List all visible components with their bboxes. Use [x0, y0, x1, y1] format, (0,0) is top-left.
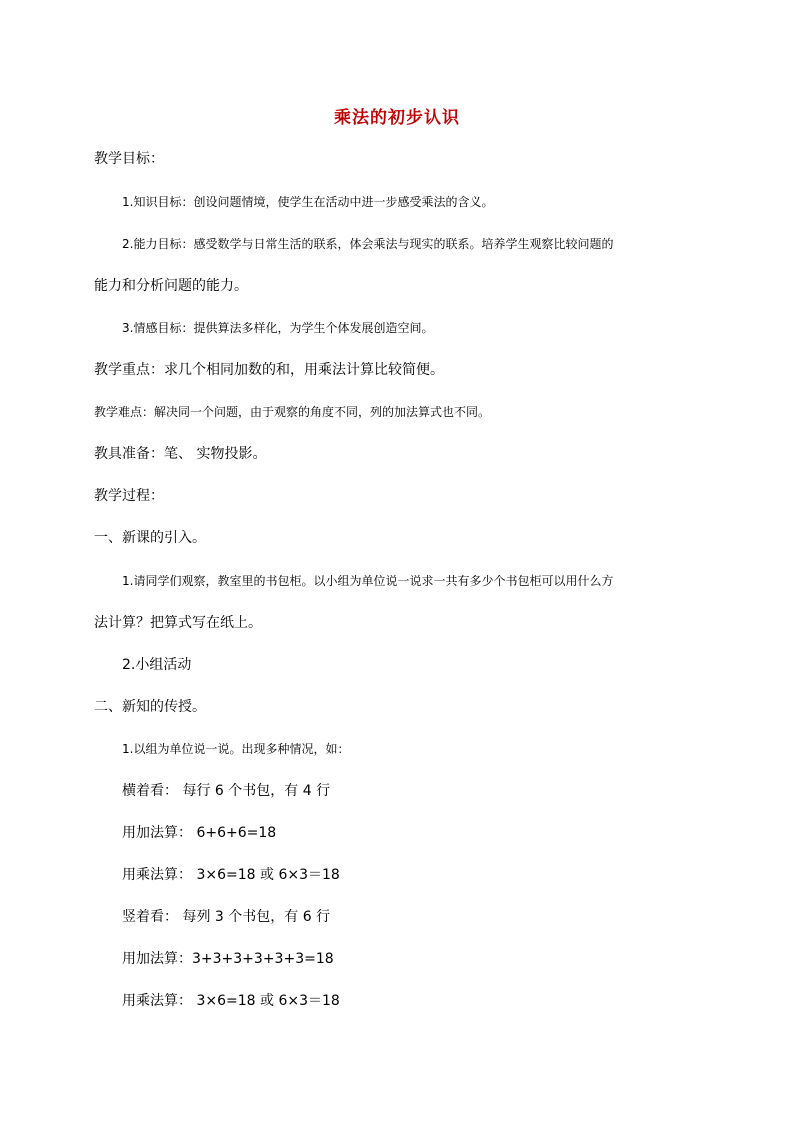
document-title: 乘法的初步认识	[334, 108, 460, 128]
section-heading-process: 教学过程：	[94, 488, 164, 504]
part-one-step-one: 1.请同学们观察，教室里的书包柜。以小组为单位说一说求一共有多少个书包柜可以用什么方	[122, 574, 614, 588]
horizontal-multiplication: 用乘法算： 3×6=18 或 6×3＝18	[122, 867, 340, 883]
objective-ability-continued: 能力和分析问题的能力。	[94, 278, 248, 294]
horizontal-view: 横着看： 每行 6 个书包，有 4 行	[122, 783, 331, 799]
part-one-step-two: 2.小组活动	[122, 657, 192, 673]
part-one-step-one-continued: 法计算？把算式写在纸上。	[94, 615, 262, 631]
teaching-key-point: 教学重点：求几个相同加数的和，用乘法计算比较简便。	[94, 362, 444, 378]
objective-knowledge: 1.知识目标：创设问题情境，使学生在活动中进一步感受乘法的含义。	[122, 195, 494, 209]
horizontal-addition: 用加法算： 6+6+6=18	[122, 825, 277, 841]
teaching-difficulty: 教学难点：解决同一个问题，由于观察的角度不同，列的加法算式也不同。	[94, 405, 491, 419]
section-heading-objectives: 教学目标：	[94, 151, 164, 167]
part-two-step-one: 1.以组为单位说一说。出现多种情况，如：	[122, 742, 350, 756]
vertical-addition: 用加法算：3+3+3+3+3+3=18	[122, 951, 334, 967]
teaching-aids: 教具准备：笔、 实物投影。	[94, 446, 267, 462]
objective-emotion: 3.情感目标：提供算法多样化，为学生个体发展创造空间。	[122, 321, 434, 335]
part-two-heading: 二、新知的传授。	[94, 699, 206, 715]
objective-ability: 2.能力目标：感受数学与日常生活的联系，体会乘法与现实的联系。培养学生观察比较问题的	[122, 237, 614, 251]
vertical-multiplication: 用乘法算： 3×6=18 或 6×3＝18	[122, 993, 340, 1009]
part-one-heading: 一、新课的引入。	[94, 530, 206, 546]
vertical-view: 竖着看： 每列 3 个书包，有 6 行	[122, 909, 331, 925]
